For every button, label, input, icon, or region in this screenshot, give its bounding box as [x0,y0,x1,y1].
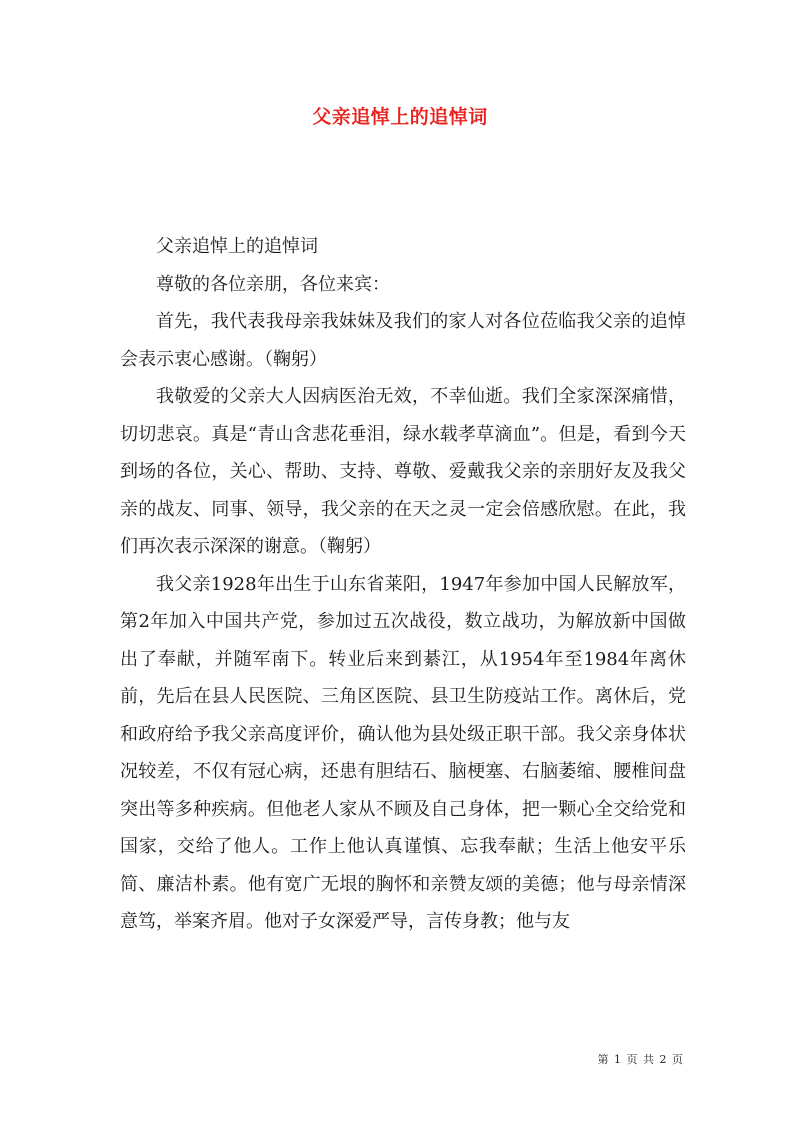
paragraph-thanks: 首先，我代表我母亲我妹妹及我们的家人对各位莅临我父亲的追悼会表示衷心感谢。（鞠躬） [120,311,686,370]
document-title: 父亲追悼上的追悼词 [312,106,488,128]
paragraph-heading: 父亲追悼上的追悼词 [156,236,318,257]
paragraph-mourning: 我敬爱的父亲大人因病医治无效，不幸仙逝。我们全家深深痛惜，切切悲哀。真是“青山含悲花垂泪，绿水载孝草滴血”。但是，看到今天到场的各位，关心、帮助、支持、尊敬、爱戴我父亲的亲朋好友及我父亲的战友、同事、领导，我父亲的在天之灵一定会倍感欣慰。在此，我们再次表示深深的谢意。（鞠躬） [120,386,686,557]
document-body [120,228,686,941]
paragraph-salutation: 尊敬的各位亲朋，各位来宾： [156,273,390,295]
paragraph-biography: 我父亲1928年出生于山东省莱阳，1947年参加中国人民解放军，第2年加入中国共产党，参加过五次战役，数立战功，为解放新中国做出了奉献，并随军南下。转业后来到綦江，从1954年至1984年离休前，先后在县人民医院、三角区医院、县卫生防疫站工作。离休后，党和政府给予我父亲高度评价，确认他为县处级正职干部。我父亲身体状况较差，不仅有冠心病，还患有胆结石、脑梗塞、右脑萎缩、腰椎间盘突出等多种疾病。但他老人家从不顾及自己身体，把一颗心全交给党和国家，交给了他人。工作上他认真谨慎、忘我奉献；生活上他安平乐简、廉洁朴素。他有宽广无垠的胸怀和亲赞友颂的美德；他与母亲情深意笃，举案齐眉。他对子女深爱严导，言传身教；他与友 [120,573,686,932]
page-number: 第 1 页 共 2 页 [597,1053,684,1066]
